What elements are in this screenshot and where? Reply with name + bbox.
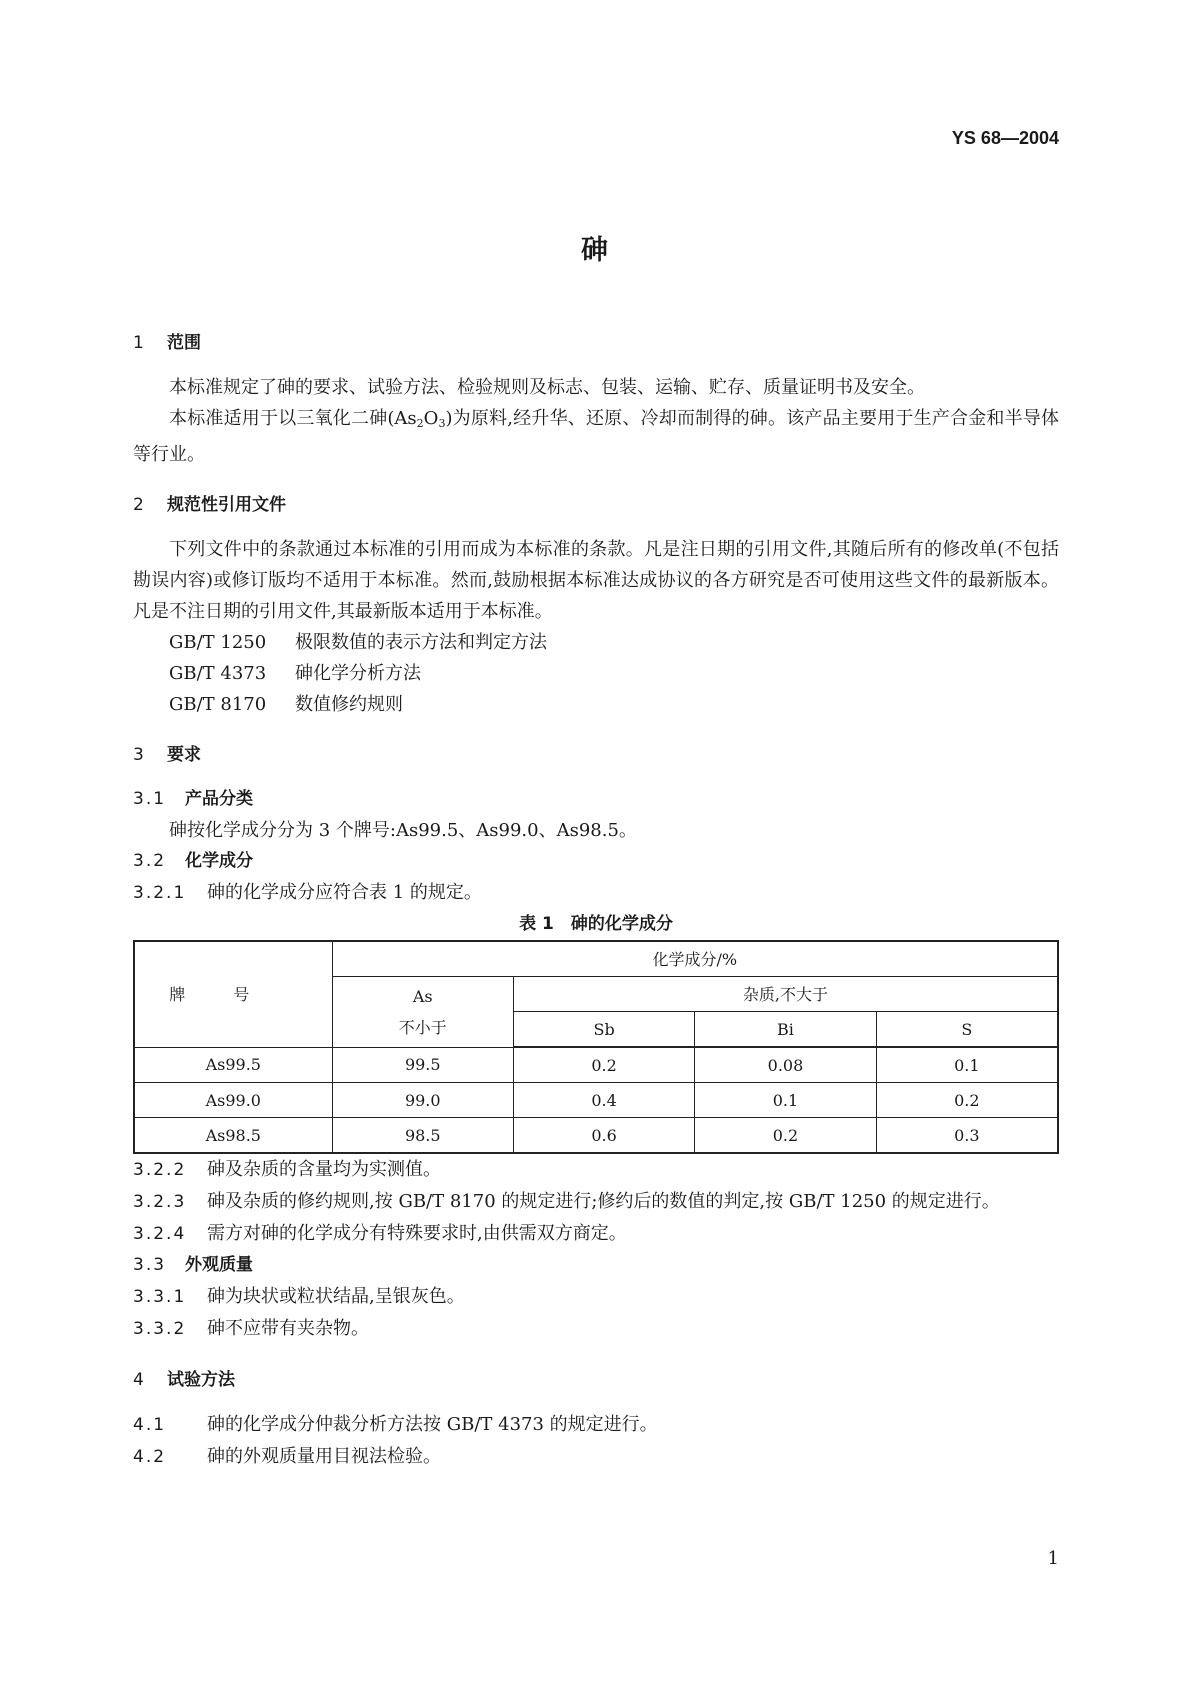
table-header-composition: 化学成分/% [332, 941, 1058, 977]
reference-item: GB/T 4373 砷化学分析方法 [169, 663, 421, 684]
section-number: 3 [133, 745, 144, 765]
table-row: As98.5 98.5 0.6 0.2 0.3 [134, 1118, 1058, 1154]
subsection-3-1-heading: 3.1 产品分类 [133, 789, 253, 809]
clause-3-2-1: 3.2.1 砷的化学成分应符合表 1 的规定。 [133, 882, 482, 903]
clause-3-3-2: 3.3.2 砷不应带有夹杂物。 [133, 1318, 369, 1339]
table-caption: 表 1 砷的化学成分 [519, 914, 673, 934]
section-number: 2 [133, 495, 144, 515]
section-4-heading [133, 1365, 1059, 1396]
standard-code: YS 68—2004 [951, 128, 1059, 148]
table-row: As99.0 99.0 0.4 0.1 0.2 [134, 1083, 1058, 1118]
section-number: 4 [133, 1370, 144, 1390]
table-header-as: As 不小于 [332, 977, 513, 1048]
clause-4-2: 4.2 砷的外观质量用目视法检验。 [133, 1446, 441, 1467]
section-3-heading [133, 740, 1059, 771]
table-row: As99.5 99.5 0.2 0.08 0.1 [134, 1047, 1058, 1083]
chemical-composition-table [133, 940, 1059, 1154]
paragraph: 本标准规定了砷的要求、试验方法、检验规则及标志、包装、运输、贮存、质量证明书及安全。 [169, 377, 925, 398]
document-title: 砷 [581, 235, 610, 266]
table-header-s: S [876, 1012, 1058, 1048]
page-number: 1 [1047, 1548, 1059, 1569]
subsection-3-2-heading: 3.2 化学成分 [133, 851, 253, 871]
clause-4-1: 4.1 砷的化学成分仲裁分析方法按 GB/T 4373 的规定进行。 [133, 1414, 658, 1435]
paragraph: 砷按化学成分分为 3 个牌号:As99.5、As99.0、As98.5。 [169, 820, 637, 841]
section-title: 要求 [167, 745, 201, 765]
document-body [133, 328, 1059, 1473]
table-header-brand: 牌号 [134, 941, 332, 1047]
section-title: 试验方法 [167, 1370, 235, 1390]
section-1-heading [133, 328, 1059, 359]
clause-3-2-4: 3.2.4 需方对砷的化学成分有特殊要求时,由供需双方商定。 [133, 1223, 627, 1244]
table-header-bi: Bi [695, 1012, 876, 1048]
section-title: 规范性引用文件 [167, 495, 286, 515]
clause-3-3-1: 3.3.1 砷为块状或粒状结晶,呈银灰色。 [133, 1286, 465, 1307]
subsection-3-3-heading: 3.3 外观质量 [133, 1255, 253, 1275]
paragraph: 本标准适用于以三氧化二砷$(As_2O_3)$为原料,经升华、还原、冷却而制得的砷。该产品主要用于生产合金和半导体等行业。 [133, 408, 1059, 465]
reference-item: GB/T 1250 极限数值的表示方法和判定方法 [169, 632, 547, 653]
section-title: 范围 [167, 333, 201, 353]
section-number: 1 [133, 333, 144, 353]
table-header-sb: Sb [513, 1012, 694, 1048]
table-header-impurity: 杂质,不大于 [513, 977, 1058, 1012]
reference-item: GB/T 8170 数值修约规则 [169, 694, 403, 715]
clause-3-2-2: 3.2.2 砷及杂质的含量均为实测值。 [133, 1159, 441, 1180]
section-2-heading [133, 490, 1059, 521]
paragraph: 下列文件中的条款通过本标准的引用而成为本标准的条款。凡是注日期的引用文件,其随后所有的修改单(不包括勘误内容)或修订版均不适用于本标准。然而,鼓励根据本标准达成协议的各方研究是否可使用这些文件的最新版本。凡是不注日期的引用文件,其最新版本适用于本标准。 [133, 539, 1059, 622]
clause-3-2-3: 3.2.3 砷及杂质的修约规则,按 GB/T 8170 的规定进行;修约后的数值的判定,按 GB/T 1250 的规定进行。 [133, 1191, 1000, 1212]
